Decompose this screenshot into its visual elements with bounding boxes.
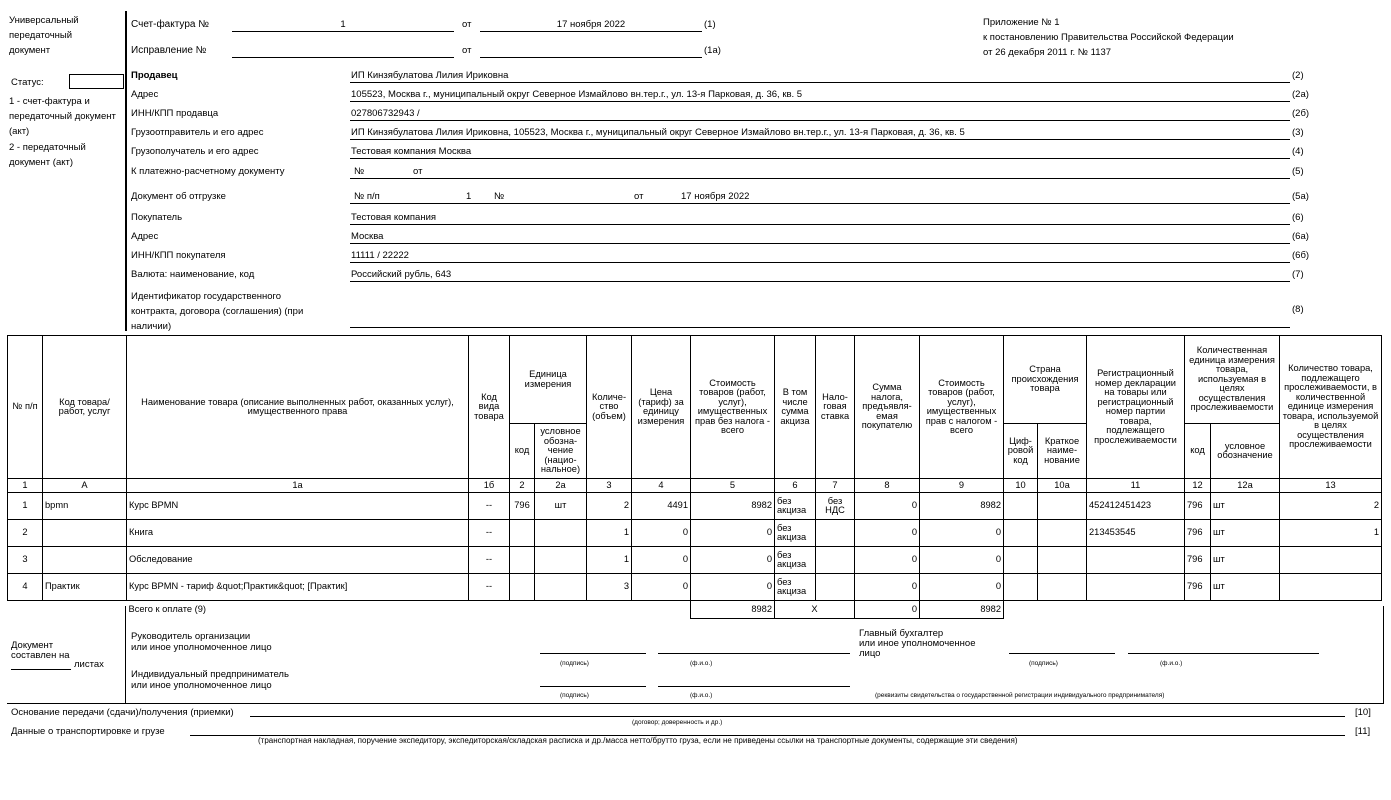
field-value: Тестовая компания Москва xyxy=(351,146,472,157)
table-cell: 0 xyxy=(691,547,775,574)
status-1-text: 1 - счет-фактура и передаточный документ (акт) xyxy=(9,96,116,137)
table-cell: 0 xyxy=(920,520,1004,547)
chief-label-3: лицо xyxy=(859,648,881,659)
appendix-line-3: от 26 декабря 2011 г. № 1137 xyxy=(983,47,1112,58)
field-line xyxy=(350,139,1290,140)
column-index: 10 xyxy=(1004,479,1038,493)
table-cell: -- xyxy=(469,493,510,520)
invoice-date-line xyxy=(480,31,702,32)
table-cell xyxy=(1280,547,1382,574)
field-label: Грузополучатель и его адрес xyxy=(131,146,259,157)
th-total: Стоимость товаров (работ, услуг), имущественных прав с налогом - всего xyxy=(920,336,1004,479)
table-cell: без акциза xyxy=(775,547,816,574)
basis-code: [10] xyxy=(1355,707,1371,718)
ip-label-2: или иное уполномоченное лицо xyxy=(131,680,272,691)
correction-from-label: от xyxy=(462,45,472,56)
table-cell: 0 xyxy=(920,574,1004,601)
field-value: 105523, Москва г., муниципальный округ Северное Измайлово вн.тер.г., ул. 13-я Парковая, д. 36, кв. 5 xyxy=(351,89,803,100)
field-line xyxy=(350,327,1290,328)
table-cell: 0 xyxy=(691,520,775,547)
column-index: 2 xyxy=(510,479,535,493)
shipping-doc-np-label: № п/п xyxy=(354,191,380,202)
ip-requisites-hint: (реквизиты свидетельства о государственной регистрации индивидуального предпринимателя) xyxy=(875,692,1165,699)
table-cell xyxy=(1087,574,1185,601)
table-cell: 0 xyxy=(920,547,1004,574)
goods-table xyxy=(7,335,1382,619)
th-reg: Регистрационный номер декларации на товары или регистрационный номер партии товара, подлежащего прослеживаемости xyxy=(1087,336,1185,479)
table-cell: 796 xyxy=(1185,520,1211,547)
table-cell: -- xyxy=(469,547,510,574)
field-label: ИНН/КПП покупателя xyxy=(131,250,226,261)
field-code: (8) xyxy=(1292,304,1304,315)
table-cell: 4 xyxy=(8,574,43,601)
field-code: (5а) xyxy=(1292,191,1309,202)
chief-sign-hint: (подпись) xyxy=(1029,660,1058,667)
head-sign-hint: (подпись) xyxy=(560,660,589,667)
field-line xyxy=(350,82,1290,83)
code-1: (1) xyxy=(704,19,716,30)
invoice-from-label: от xyxy=(462,19,472,30)
field-code: (7) xyxy=(1292,269,1304,280)
th-unit-name: условное обозна-чение (нацио-нальное) xyxy=(535,424,587,479)
table-cell xyxy=(510,520,535,547)
table-cell: 1 xyxy=(1280,520,1382,547)
field-line xyxy=(350,101,1290,102)
field-label: Покупатель xyxy=(131,212,183,223)
table-cell: Практик xyxy=(43,574,127,601)
ip-label-1: Индивидуальный предприниматель xyxy=(131,669,289,680)
th-name: Наименование товара (описание выполненных работ, оказанных услуг), имущественного права xyxy=(127,336,469,479)
table-cell xyxy=(1038,520,1087,547)
payment-doc-no-label: № xyxy=(354,166,365,177)
chief-fio-line xyxy=(1128,653,1319,654)
chief-label-1: Главный бухгалтер xyxy=(859,628,944,639)
head-fio-line xyxy=(658,653,850,654)
correction-date-line xyxy=(480,57,702,58)
table-cell xyxy=(1280,574,1382,601)
th-country-code: Циф-ровой код xyxy=(1004,424,1038,479)
shipping-doc-from-label: от xyxy=(634,191,644,202)
signature-divider xyxy=(125,606,126,704)
th-trace-name: условное обозначение xyxy=(1211,424,1280,479)
field-value: 027806732943 / xyxy=(351,108,420,119)
status-2-text: 2 - передаточный документ (акт) xyxy=(9,142,86,168)
column-index: 1б xyxy=(469,479,510,493)
sheets-count-line xyxy=(11,669,71,670)
column-index: 2а xyxy=(535,479,587,493)
total-tax: 0 xyxy=(855,601,920,619)
table-cell xyxy=(1038,547,1087,574)
table-cell: 2 xyxy=(1280,493,1382,520)
column-index: 9 xyxy=(920,479,1004,493)
th-trace-qty: Количество товара, подлежащего прослеживаемости, в количественной единице измерения товара, используемой в целях осуществления прослеживаемости xyxy=(1280,336,1382,479)
table-cell: Курс BPMN xyxy=(127,493,469,520)
column-index: 7 xyxy=(816,479,855,493)
table-cell: 452412451423 xyxy=(1087,493,1185,520)
table-cell: 3 xyxy=(587,574,632,601)
basis-label: Основание передачи (сдачи)/получения (приемки) xyxy=(11,707,234,718)
table-cell xyxy=(535,547,587,574)
table-cell xyxy=(1004,547,1038,574)
total-excise: X xyxy=(775,601,855,619)
th-num: № п/п xyxy=(8,336,43,479)
table-cell: 8982 xyxy=(691,493,775,520)
field-line xyxy=(350,158,1290,159)
transport-label: Данные о транспортировке и грузе xyxy=(11,726,165,737)
doc-compiled-2: составлен на xyxy=(11,650,70,661)
column-index-row xyxy=(8,479,1382,493)
invoice-number: 1 xyxy=(340,19,346,30)
field-label: Адрес xyxy=(131,89,159,100)
column-index: 4 xyxy=(632,479,691,493)
appendix-line-2: к постановлению Правительства Российской Федерации xyxy=(983,32,1234,43)
field-label: К платежно-расчетному документу xyxy=(131,166,285,177)
table-cell: 4491 xyxy=(632,493,691,520)
field-label: Грузоотправитель и его адрес xyxy=(131,127,264,138)
th-trace-unit: Количественная единица измерения товара, используемая в целях осуществления прослеживаемости xyxy=(1185,336,1280,424)
th-tax: Сумма налога, предъявля-емая покупателю xyxy=(855,336,920,479)
table-cell: 2 xyxy=(587,493,632,520)
ip-sign-line xyxy=(540,686,646,687)
table-cell: шт xyxy=(1211,547,1280,574)
field-line xyxy=(350,178,1290,179)
th-kind: Код вида товара xyxy=(469,336,510,479)
correction-label: Исправление № xyxy=(131,45,207,56)
column-index: 10а xyxy=(1038,479,1087,493)
field-code: (3) xyxy=(1292,127,1304,138)
table-row xyxy=(8,520,1382,547)
transport-hint: (транспортная накладная, поручение экспедитору, экспедиторская/складская расписка и др./масса нетто/брутто груза, если не приведены ссылки на транспортные документы, содержащие эти сведения) xyxy=(258,736,1018,745)
table-cell: 1 xyxy=(587,520,632,547)
table-cell: 0 xyxy=(632,520,691,547)
field-label: Валюта: наименование, код xyxy=(131,269,255,280)
column-index: 12 xyxy=(1185,479,1211,493)
th-trace-code: код xyxy=(1185,424,1211,479)
table-cell xyxy=(816,547,855,574)
field-code: (2) xyxy=(1292,70,1304,81)
table-cell: шт xyxy=(1211,493,1280,520)
field-value: 11111 / 22222 xyxy=(351,250,409,261)
table-cell: Книга xyxy=(127,520,469,547)
left-panel-divider xyxy=(125,11,127,331)
chief-fio-hint: (ф.и.о.) xyxy=(1160,660,1183,667)
table-cell: шт xyxy=(1211,574,1280,601)
chief-label-2: или иное уполномоченное xyxy=(859,638,976,649)
total-label: Всего к оплате (9) xyxy=(127,601,691,619)
table-cell xyxy=(1087,547,1185,574)
head-label-2: или иное уполномоченное лицо xyxy=(131,642,272,653)
table-row xyxy=(8,574,1382,601)
code-1a: (1а) xyxy=(704,45,721,56)
column-index: 12а xyxy=(1211,479,1280,493)
table-cell xyxy=(535,574,587,601)
table-cell: 0 xyxy=(855,574,920,601)
shipping-doc-no-label: № xyxy=(494,191,505,202)
table-cell: 0 xyxy=(855,520,920,547)
table-cell: без НДС xyxy=(816,493,855,520)
th-excise: В том числе сумма акциза xyxy=(775,336,816,479)
field-value: Российский рубль, 643 xyxy=(351,269,452,280)
table-cell: без акциза xyxy=(775,493,816,520)
field-code: (6) xyxy=(1292,212,1304,223)
signature-bottom-border xyxy=(7,703,1384,704)
transport-code: [11] xyxy=(1355,726,1371,737)
ip-sign-hint: (подпись) xyxy=(560,692,589,699)
field-label: Продавец xyxy=(131,70,178,81)
column-index: 1 xyxy=(8,479,43,493)
table-cell xyxy=(1038,493,1087,520)
signature-right-border xyxy=(1383,606,1384,704)
table-cell xyxy=(816,574,855,601)
field-line xyxy=(350,224,1290,225)
table-cell: 796 xyxy=(1185,574,1211,601)
status-label: Статус: xyxy=(11,77,44,88)
shipping-doc-date: 17 ноября 2022 xyxy=(681,191,750,202)
column-index: 11 xyxy=(1087,479,1185,493)
table-cell: -- xyxy=(469,520,510,547)
table-cell: -- xyxy=(469,574,510,601)
column-index: 1а xyxy=(127,479,469,493)
th-cost: Стоимость товаров (работ, услуг), имущественных прав без налога - всего xyxy=(691,336,775,479)
field-code: (4) xyxy=(1292,146,1304,157)
column-index: 6 xyxy=(775,479,816,493)
field-label: Адрес xyxy=(131,231,159,242)
table-cell: 1 xyxy=(587,547,632,574)
ip-fio-hint: (ф.и.о.) xyxy=(690,692,713,699)
table-cell: 8982 xyxy=(920,493,1004,520)
field-value: ИП Кинзябулатова Лилия Ириковна xyxy=(351,70,509,81)
th-unit: Единица измерения xyxy=(510,336,587,424)
table-cell: 0 xyxy=(855,493,920,520)
field-code: (5) xyxy=(1292,166,1304,177)
table-cell xyxy=(510,547,535,574)
table-cell: 796 xyxy=(1185,493,1211,520)
table-cell xyxy=(1038,574,1087,601)
table-cell: Обследование xyxy=(127,547,469,574)
field-value: ИП Кинзябулатова Лилия Ириковна, 105523, Москва г., муниципальный округ Северное Измайлово вн.тер.г., ул. 13-я Парковая, д. 36, кв. 5 xyxy=(351,127,965,138)
th-unit-code: код xyxy=(510,424,535,479)
ip-fio-line xyxy=(658,686,850,687)
field-label: Документ об отгрузке xyxy=(131,191,226,202)
field-code: (6а) xyxy=(1292,231,1309,242)
table-cell xyxy=(43,520,127,547)
table-cell: 796 xyxy=(510,493,535,520)
field-code: (6б) xyxy=(1292,250,1310,261)
table-cell: шт xyxy=(535,493,587,520)
th-country: Страна происхождения товара xyxy=(1004,336,1087,424)
doc-type-label: Универсальный передаточный документ xyxy=(9,15,79,56)
chief-sign-line xyxy=(1009,653,1115,654)
total-cost: 8982 xyxy=(691,601,775,619)
table-cell: 2 xyxy=(8,520,43,547)
column-index: 3 xyxy=(587,479,632,493)
table-cell xyxy=(816,520,855,547)
field-line xyxy=(350,281,1290,282)
invoice-date: 17 ноября 2022 xyxy=(556,19,626,30)
th-price: Цена (тариф) за единицу измерения xyxy=(632,336,691,479)
field-label: Идентификатор государственного контракта, договора (соглашения) (при наличии) xyxy=(131,291,304,332)
table-cell: 0 xyxy=(691,574,775,601)
invoice-label: Счет-фактура № xyxy=(131,19,209,30)
th-qty: Количе-ство (объем) xyxy=(587,336,632,479)
correction-number-line xyxy=(232,57,454,58)
table-cell: 213453545 xyxy=(1087,520,1185,547)
field-code: (2б) xyxy=(1292,108,1310,119)
basis-hint: (договор; доверенность и др.) xyxy=(632,719,723,726)
invoice-number-line xyxy=(232,31,454,32)
table-cell xyxy=(1004,520,1038,547)
basis-line xyxy=(250,716,1345,717)
shipping-doc-np-value: 1 xyxy=(466,191,472,202)
field-line xyxy=(350,243,1290,244)
table-cell xyxy=(1004,493,1038,520)
field-line xyxy=(350,120,1290,121)
payment-doc-from-label: от xyxy=(413,166,423,177)
table-cell xyxy=(43,547,127,574)
th-rate: Нало-говая ставка xyxy=(816,336,855,479)
table-cell: 0 xyxy=(855,547,920,574)
table-cell xyxy=(535,520,587,547)
table-cell: 0 xyxy=(632,574,691,601)
table-cell: 796 xyxy=(1185,547,1211,574)
table-cell: 0 xyxy=(632,547,691,574)
table-cell: bpmn xyxy=(43,493,127,520)
table-cell xyxy=(1004,574,1038,601)
column-index: 13 xyxy=(1280,479,1382,493)
table-row xyxy=(8,547,1382,574)
status-box[interactable] xyxy=(69,74,124,89)
field-value: Москва xyxy=(351,231,384,242)
field-value: Тестовая компания xyxy=(351,212,437,223)
column-index: А xyxy=(43,479,127,493)
total-sum: 8982 xyxy=(920,601,1004,619)
table-cell: Курс BPMN - тариф &quot;Практик&quot; [Практик] xyxy=(127,574,469,601)
head-label-1: Руководитель организации xyxy=(131,631,251,642)
doc-compiled-1: Документ xyxy=(11,640,54,651)
table-cell: 1 xyxy=(8,493,43,520)
th-country-name: Краткое наиме-нование xyxy=(1038,424,1087,479)
table-row xyxy=(8,493,1382,520)
head-fio-hint: (ф.и.о.) xyxy=(690,660,713,667)
head-sign-line xyxy=(540,653,646,654)
appendix-line-1: Приложение № 1 xyxy=(983,17,1060,28)
table-cell: без акциза xyxy=(775,520,816,547)
field-line xyxy=(350,262,1290,263)
field-code: (2а) xyxy=(1292,89,1309,100)
doc-compiled-3: листах xyxy=(74,659,104,670)
th-code: Код товара/ работ, услуг xyxy=(43,336,127,479)
field-line xyxy=(350,203,1290,204)
table-cell: 3 xyxy=(8,547,43,574)
table-cell xyxy=(510,574,535,601)
table-cell: шт xyxy=(1211,520,1280,547)
table-cell: без акциза xyxy=(775,574,816,601)
column-index: 8 xyxy=(855,479,920,493)
field-label: ИНН/КПП продавца xyxy=(131,108,219,119)
column-index: 5 xyxy=(691,479,775,493)
